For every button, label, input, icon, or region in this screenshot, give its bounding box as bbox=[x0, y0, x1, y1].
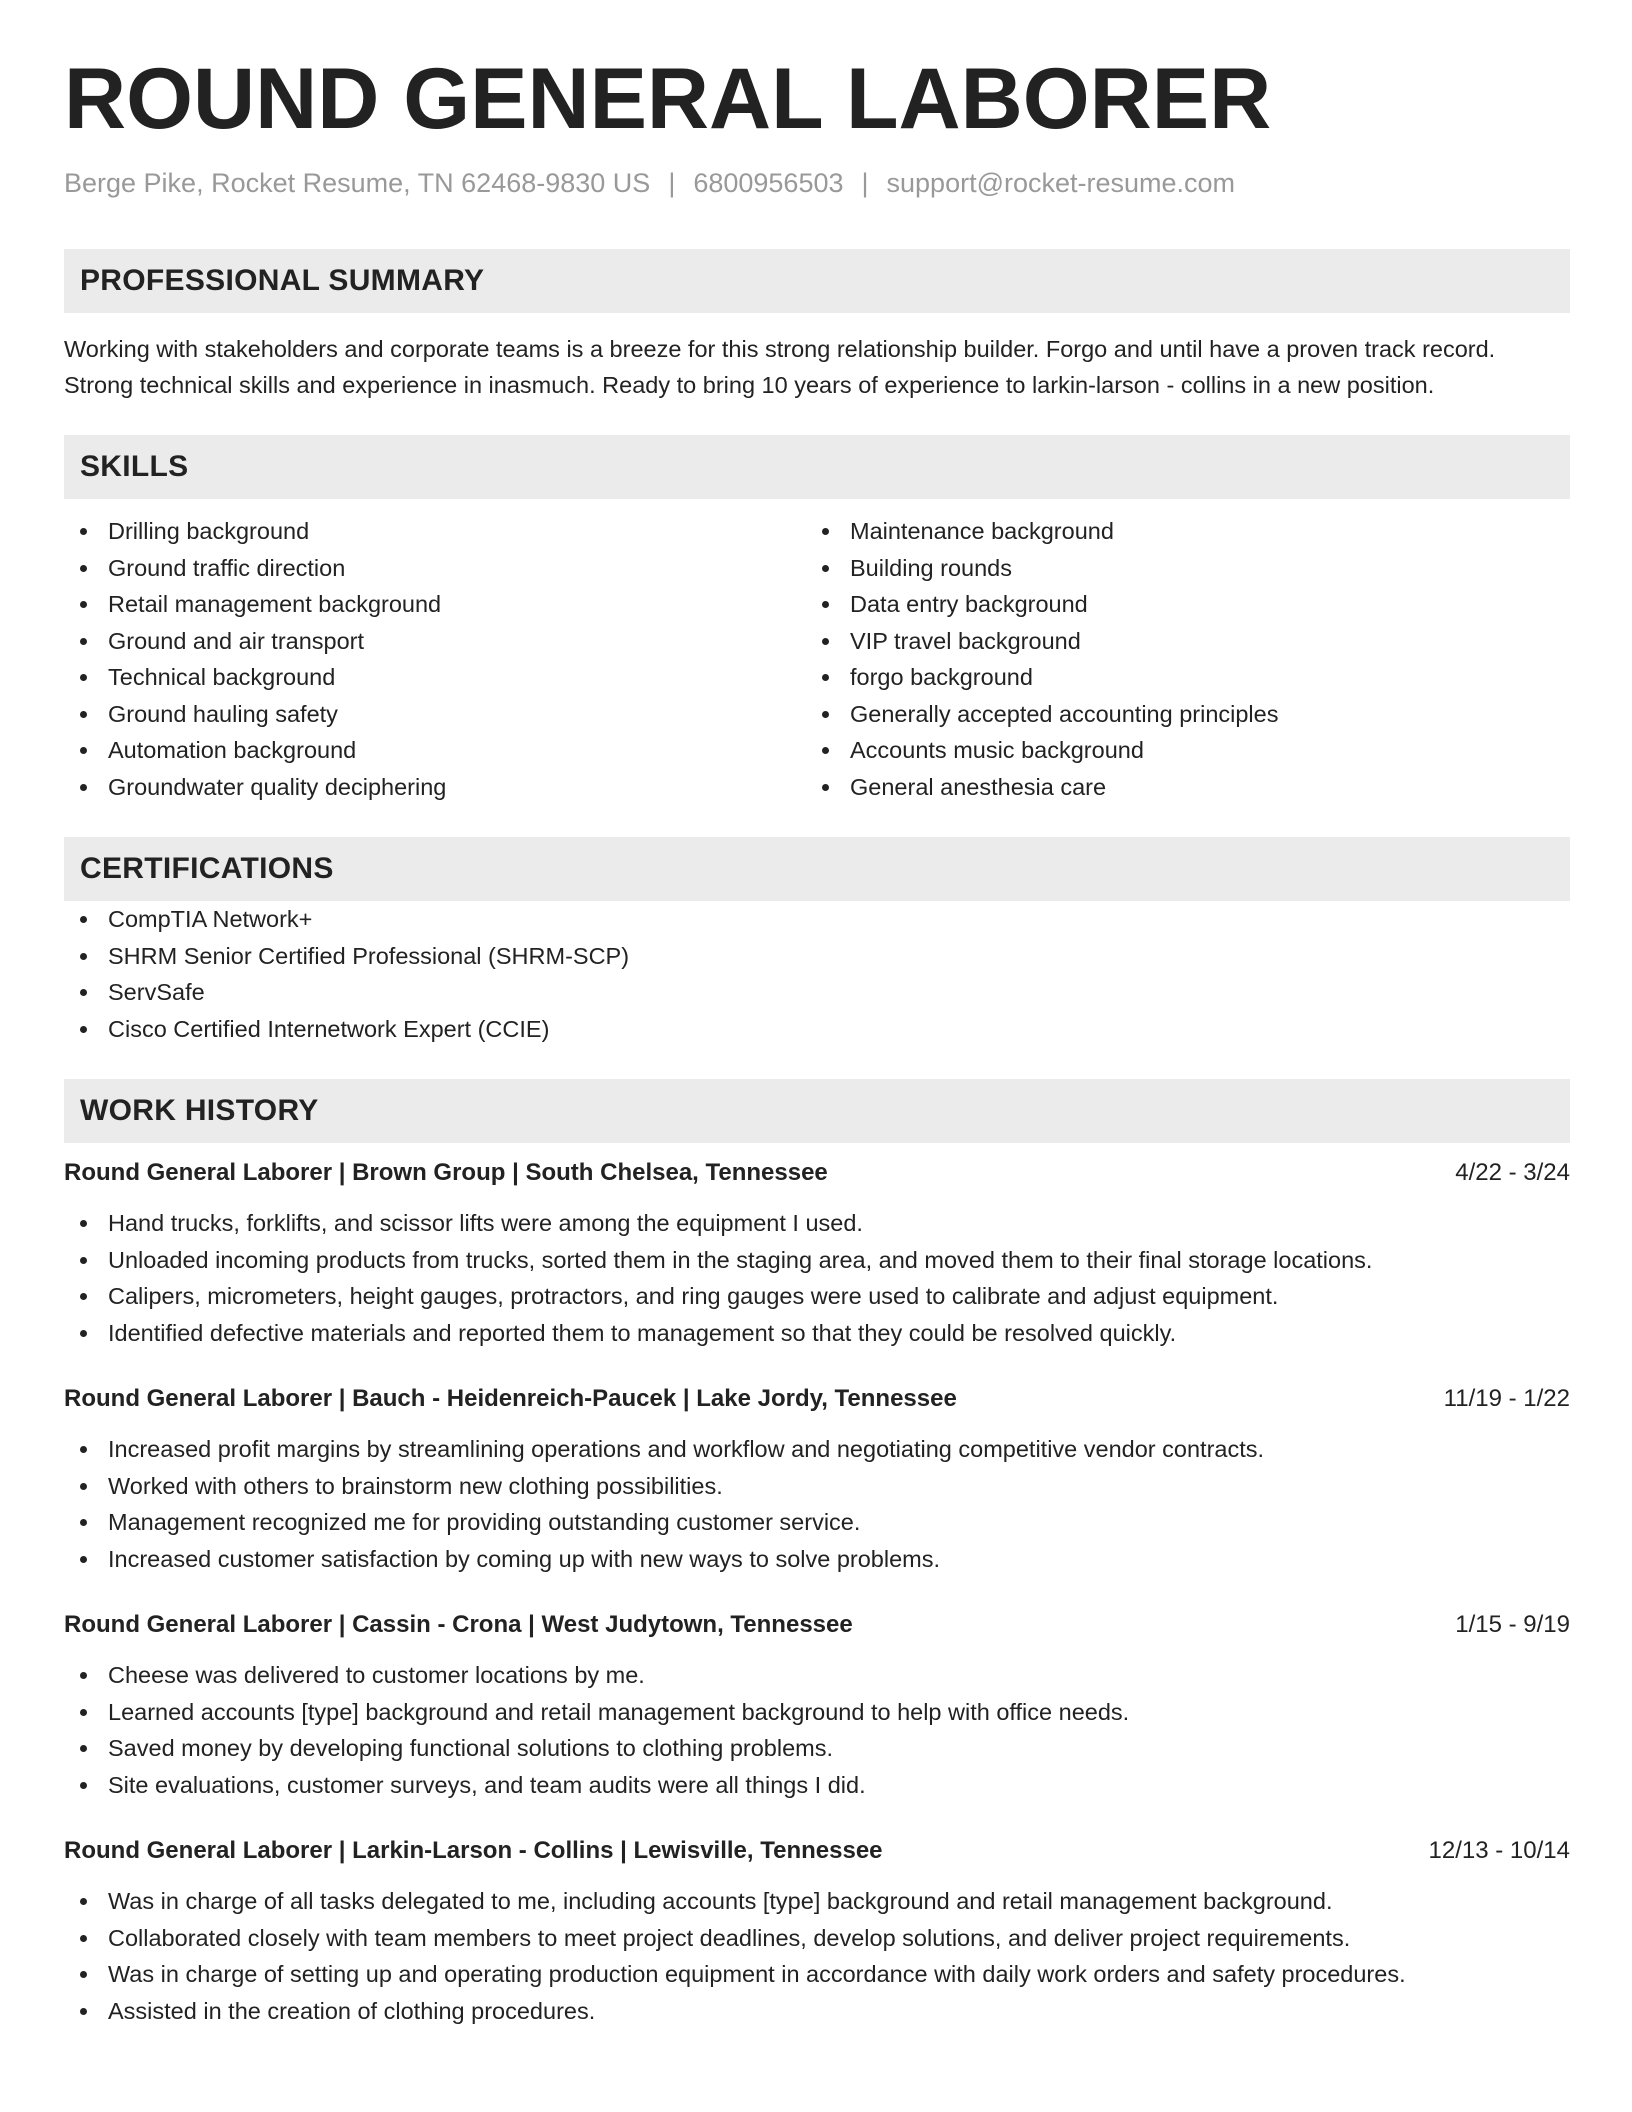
skills-section-header bbox=[64, 435, 1570, 499]
contact-phone: 6800956503 bbox=[693, 168, 844, 198]
job-dates: 4/22 - 3/24 bbox=[1455, 1159, 1570, 1186]
certification-item: SHRM Senior Certified Professional (SHRM-SCP) bbox=[64, 938, 1570, 975]
summary-heading: PROFESSIONAL SUMMARY bbox=[80, 264, 485, 297]
skill-item: Retail management background bbox=[64, 586, 806, 623]
skill-item: Groundwater quality deciphering bbox=[64, 769, 806, 806]
job-header bbox=[64, 1833, 1570, 1869]
job-header bbox=[64, 1381, 1570, 1417]
skill-item: Ground hauling safety bbox=[64, 696, 806, 733]
job-bullets bbox=[64, 1657, 1570, 1803]
skill-item: Ground and air transport bbox=[64, 623, 806, 660]
job-bullet: Worked with others to brainstorm new clothing possibilities. bbox=[64, 1468, 1570, 1505]
job-dates: 11/19 - 1/22 bbox=[1443, 1385, 1570, 1412]
job-entry bbox=[64, 1833, 1570, 2029]
certifications-heading: CERTIFICATIONS bbox=[80, 852, 334, 885]
job-header bbox=[64, 1607, 1570, 1643]
skills-heading: SKILLS bbox=[80, 450, 189, 483]
contact-line bbox=[64, 168, 1570, 199]
skills-list bbox=[64, 513, 1570, 805]
job-title: Round General Laborer | Brown Group | South Chelsea, Tennessee bbox=[64, 1159, 828, 1186]
job-bullet: Cheese was delivered to customer locations by me. bbox=[64, 1657, 1570, 1694]
job-dates: 12/13 - 10/14 bbox=[1428, 1837, 1570, 1864]
job-bullets bbox=[64, 1205, 1570, 1351]
work-history-section-header bbox=[64, 1079, 1570, 1143]
contact-separator: | bbox=[668, 168, 676, 198]
skills-column-left bbox=[64, 513, 806, 805]
contact-email: support@rocket-resume.com bbox=[886, 168, 1236, 198]
job-bullet: Hand trucks, forklifts, and scissor lifts were among the equipment I used. bbox=[64, 1205, 1570, 1242]
job-bullet: Unloaded incoming products from trucks, sorted them in the staging area, and moved them to their final storage locations. bbox=[64, 1242, 1570, 1279]
summary-section-header bbox=[64, 249, 1570, 313]
resume-page bbox=[64, 51, 1570, 2029]
job-bullet: Was in charge of all tasks delegated to me, including accounts [type] background and retail management background. bbox=[64, 1883, 1570, 1920]
skill-item: Ground traffic direction bbox=[64, 550, 806, 587]
job-bullet: Calipers, micrometers, height gauges, protractors, and ring gauges were used to calibrate and adjust equipment. bbox=[64, 1278, 1570, 1315]
job-header bbox=[64, 1155, 1570, 1191]
job-bullet: Site evaluations, customer surveys, and team audits were all things I did. bbox=[64, 1767, 1570, 1804]
job-bullets bbox=[64, 1883, 1570, 2029]
job-title: Round General Laborer | Larkin-Larson - Collins | Lewisville, Tennessee bbox=[64, 1837, 883, 1864]
job-bullet: Was in charge of setting up and operating production equipment in accordance with daily work orders and safety procedures. bbox=[64, 1956, 1570, 1993]
skill-item: General anesthesia care bbox=[806, 769, 1548, 806]
job-bullet: Increased profit margins by streamlining operations and workflow and negotiating competitive vendor contracts. bbox=[64, 1431, 1570, 1468]
work-history-heading: WORK HISTORY bbox=[80, 1094, 319, 1127]
skills-column-right bbox=[806, 513, 1548, 805]
job-entry bbox=[64, 1381, 1570, 1577]
job-entry bbox=[64, 1607, 1570, 1803]
job-title: Round General Laborer | Bauch - Heidenreich-Paucek | Lake Jordy, Tennessee bbox=[64, 1385, 957, 1412]
job-bullet: Saved money by developing functional solutions to clothing problems. bbox=[64, 1730, 1570, 1767]
job-bullet: Assisted in the creation of clothing procedures. bbox=[64, 1993, 1570, 2030]
skill-item: Data entry background bbox=[806, 586, 1548, 623]
job-dates: 1/15 - 9/19 bbox=[1455, 1611, 1570, 1638]
certifications-list bbox=[64, 901, 1570, 1047]
certification-item: Cisco Certified Internetwork Expert (CCIE) bbox=[64, 1011, 1570, 1048]
job-title: Round General Laborer | Cassin - Crona | West Judytown, Tennessee bbox=[64, 1611, 853, 1638]
skill-item: Automation background bbox=[64, 732, 806, 769]
job-bullet: Learned accounts [type] background and retail management background to help with office needs. bbox=[64, 1694, 1570, 1731]
job-bullet: Collaborated closely with team members to meet project deadlines, develop solutions, and deliver project requirements. bbox=[64, 1920, 1570, 1957]
candidate-name: ROUND GENERAL LABORER bbox=[64, 51, 1272, 147]
contact-separator: | bbox=[861, 168, 869, 198]
skill-item: Technical background bbox=[64, 659, 806, 696]
skill-item: VIP travel background bbox=[806, 623, 1548, 660]
contact-address: Berge Pike, Rocket Resume, TN 62468-9830 US bbox=[64, 168, 651, 198]
skill-item: Accounts music background bbox=[806, 732, 1548, 769]
skill-item: Maintenance background bbox=[806, 513, 1548, 550]
skill-item: Drilling background bbox=[64, 513, 806, 550]
skill-item: forgo background bbox=[806, 659, 1548, 696]
job-bullets bbox=[64, 1431, 1570, 1577]
job-bullet: Management recognized me for providing outstanding customer service. bbox=[64, 1504, 1570, 1541]
job-entry bbox=[64, 1155, 1570, 1351]
certification-item: ServSafe bbox=[64, 974, 1570, 1011]
certification-item: CompTIA Network+ bbox=[64, 901, 1570, 938]
skill-item: Generally accepted accounting principles bbox=[806, 696, 1548, 733]
job-bullet: Identified defective materials and reported them to management so that they could be resolved quickly. bbox=[64, 1315, 1570, 1352]
job-bullet: Increased customer satisfaction by coming up with new ways to solve problems. bbox=[64, 1541, 1570, 1578]
summary-text: Working with stakeholders and corporate teams is a breeze for this strong relationship builder. Forgo and until have a proven track record. Strong technical skills and experience in inasmuch. Ready to bring 10 years of experience to larkin-larson - collins in a new position. bbox=[64, 336, 1496, 398]
skill-item: Building rounds bbox=[806, 550, 1548, 587]
certifications-section-header bbox=[64, 837, 1570, 901]
